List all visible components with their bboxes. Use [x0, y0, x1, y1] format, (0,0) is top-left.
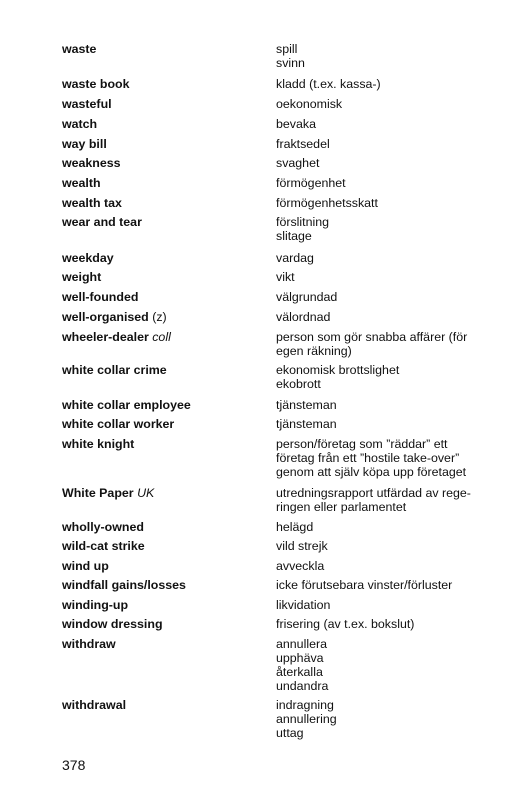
translation-line: tjänsteman [276, 398, 337, 412]
entry-term [62, 196, 267, 210]
entry-term-text: wealth [62, 176, 101, 190]
entry-translations [276, 437, 512, 479]
entry-term-text: watch [62, 117, 98, 131]
entry-term [62, 117, 267, 131]
translation-line: förslitning [276, 215, 330, 229]
entry-translations [276, 539, 512, 553]
translation-line: välgrundad [276, 290, 338, 304]
entry-translations [276, 215, 512, 243]
translation-line: likvidation [276, 598, 331, 612]
translation-line: icke förutsebara vinster/förluster [276, 578, 453, 592]
entry-translations [276, 310, 512, 324]
entry-term-text: winding-up [62, 598, 129, 612]
translation-line: spill [276, 42, 298, 56]
entry-translations [276, 637, 512, 693]
translation-line: svaghet [276, 156, 320, 170]
translation-line: ekonomisk brottslighet [276, 363, 400, 377]
entry-term-text: wholly-owned [62, 520, 144, 534]
entry-term-text: wheeler-dealer [62, 330, 149, 344]
translation-line: förmögenhetsskatt [276, 196, 378, 210]
entry-translations [276, 617, 512, 631]
translation-line: slitage [276, 229, 312, 243]
translation-line: företag från ett ”hostile take-over” [276, 451, 460, 465]
entry-translations [276, 156, 512, 170]
entry-term [62, 637, 267, 651]
entry-term-text: white collar crime [62, 363, 167, 377]
entry-term-text: weekday [62, 251, 114, 265]
translation-line: uttag [276, 726, 304, 740]
entry-term [62, 156, 267, 170]
entry-term [62, 398, 267, 412]
entry-translations [276, 97, 512, 111]
entry-term [62, 363, 267, 377]
translation-line: ringen eller parlamentet [276, 500, 407, 514]
entry-translations [276, 77, 512, 91]
entry-term-text: weakness [62, 156, 121, 170]
entry-term [62, 330, 267, 344]
translation-line: undandra [276, 679, 329, 693]
translation-line: person som gör snabba affärer (för [276, 330, 468, 344]
translation-line: tjänsteman [276, 417, 337, 431]
translation-line: utredningsrapport utfärdad av rege- [276, 486, 471, 500]
entry-term [62, 77, 267, 91]
entry-term-text: wild-cat strike [62, 539, 145, 553]
entry-term [62, 97, 267, 111]
entry-term-text: white knight [62, 437, 135, 451]
translation-line: genom att själv köpa upp företaget [276, 465, 467, 479]
entry-term [62, 578, 267, 592]
entry-translations [276, 486, 512, 514]
entry-term-text: well-founded [62, 290, 139, 304]
translation-line: indragning [276, 698, 334, 712]
entry-term [62, 270, 267, 284]
entry-translations [276, 559, 512, 573]
entry-term [62, 486, 267, 500]
entry-term-text: withdraw [62, 637, 116, 651]
translation-line: kladd (t.ex. kassa-) [276, 77, 381, 91]
entry-translations [276, 330, 512, 358]
entry-term [62, 417, 267, 431]
entry-term [62, 251, 267, 265]
entry-term-text: well-organised [62, 310, 149, 324]
translation-line: välordnad [276, 310, 331, 324]
translation-line: oekonomisk [276, 97, 343, 111]
entry-translations [276, 270, 512, 284]
entry-translations [276, 290, 512, 304]
translation-line: vardag [276, 251, 314, 265]
translation-line: egen räkning) [276, 344, 352, 358]
translation-line: avveckla [276, 559, 325, 573]
entry-term-text: window dressing [62, 617, 163, 631]
entry-translations [276, 398, 512, 412]
entry-term-text: way bill [62, 137, 107, 151]
entry-term [62, 617, 267, 631]
entry-term-text: windfall gains/losses [62, 578, 186, 592]
entry-term-text: wasteful [62, 97, 112, 111]
entry-term [62, 559, 267, 573]
entry-translations [276, 698, 512, 740]
entry-translations [276, 251, 512, 265]
entry-term [62, 437, 267, 451]
entry-translations [276, 176, 512, 190]
translation-line: annullering [276, 712, 337, 726]
entry-term [62, 520, 267, 534]
entry-term-text: weight [62, 270, 102, 284]
translation-line: ekobrott [276, 377, 321, 391]
entry-term [62, 598, 267, 612]
entry-term-text: wealth tax [62, 196, 122, 210]
entry-translations [276, 196, 512, 210]
translation-line: förmögenhet [276, 176, 346, 190]
entry-translations [276, 363, 512, 391]
entry-term-text: waste book [62, 77, 130, 91]
entry-term-text: withdrawal [62, 698, 127, 712]
entry-translations [276, 42, 512, 70]
translation-line: fraktsedel [276, 137, 330, 151]
entry-term-text: white collar worker [62, 417, 175, 431]
translation-line: helägd [276, 520, 314, 534]
translation-line: bevaka [276, 117, 316, 131]
entry-term [62, 290, 267, 304]
entry-term-text: white collar employee [62, 398, 191, 412]
entry-term [62, 137, 267, 151]
entry-term [62, 176, 267, 190]
entry-term-text: wear and tear [62, 215, 142, 229]
entry-term-suffix: (z) [152, 310, 167, 324]
entry-translations [276, 520, 512, 534]
entry-term [62, 215, 267, 229]
translation-line: svinn [276, 56, 305, 70]
entry-term-text: waste [62, 42, 97, 56]
entry-translations [276, 137, 512, 151]
entry-term-usage-label: coll [152, 330, 171, 344]
entry-translations [276, 117, 512, 131]
entry-translations [276, 598, 512, 612]
entry-term-text: White Paper [62, 486, 134, 500]
entry-term [62, 539, 267, 553]
entry-term [62, 310, 267, 324]
entry-term-text: wind up [62, 559, 109, 573]
entry-term-usage-label: UK [137, 486, 155, 500]
entry-term [62, 698, 267, 712]
translation-line: vikt [276, 270, 295, 284]
translation-line: vild strejk [276, 539, 328, 553]
page-number: 378 [62, 757, 86, 773]
entry-translations [276, 578, 512, 592]
entry-term [62, 42, 267, 56]
translation-line: frisering (av t.ex. bokslut) [276, 617, 415, 631]
entry-translations [276, 417, 512, 431]
translation-line: upphäva [276, 651, 324, 665]
translation-line: annullera [276, 637, 327, 651]
translation-line: återkalla [276, 665, 323, 679]
translation-line: person/företag som ”räddar” ett [276, 437, 448, 451]
